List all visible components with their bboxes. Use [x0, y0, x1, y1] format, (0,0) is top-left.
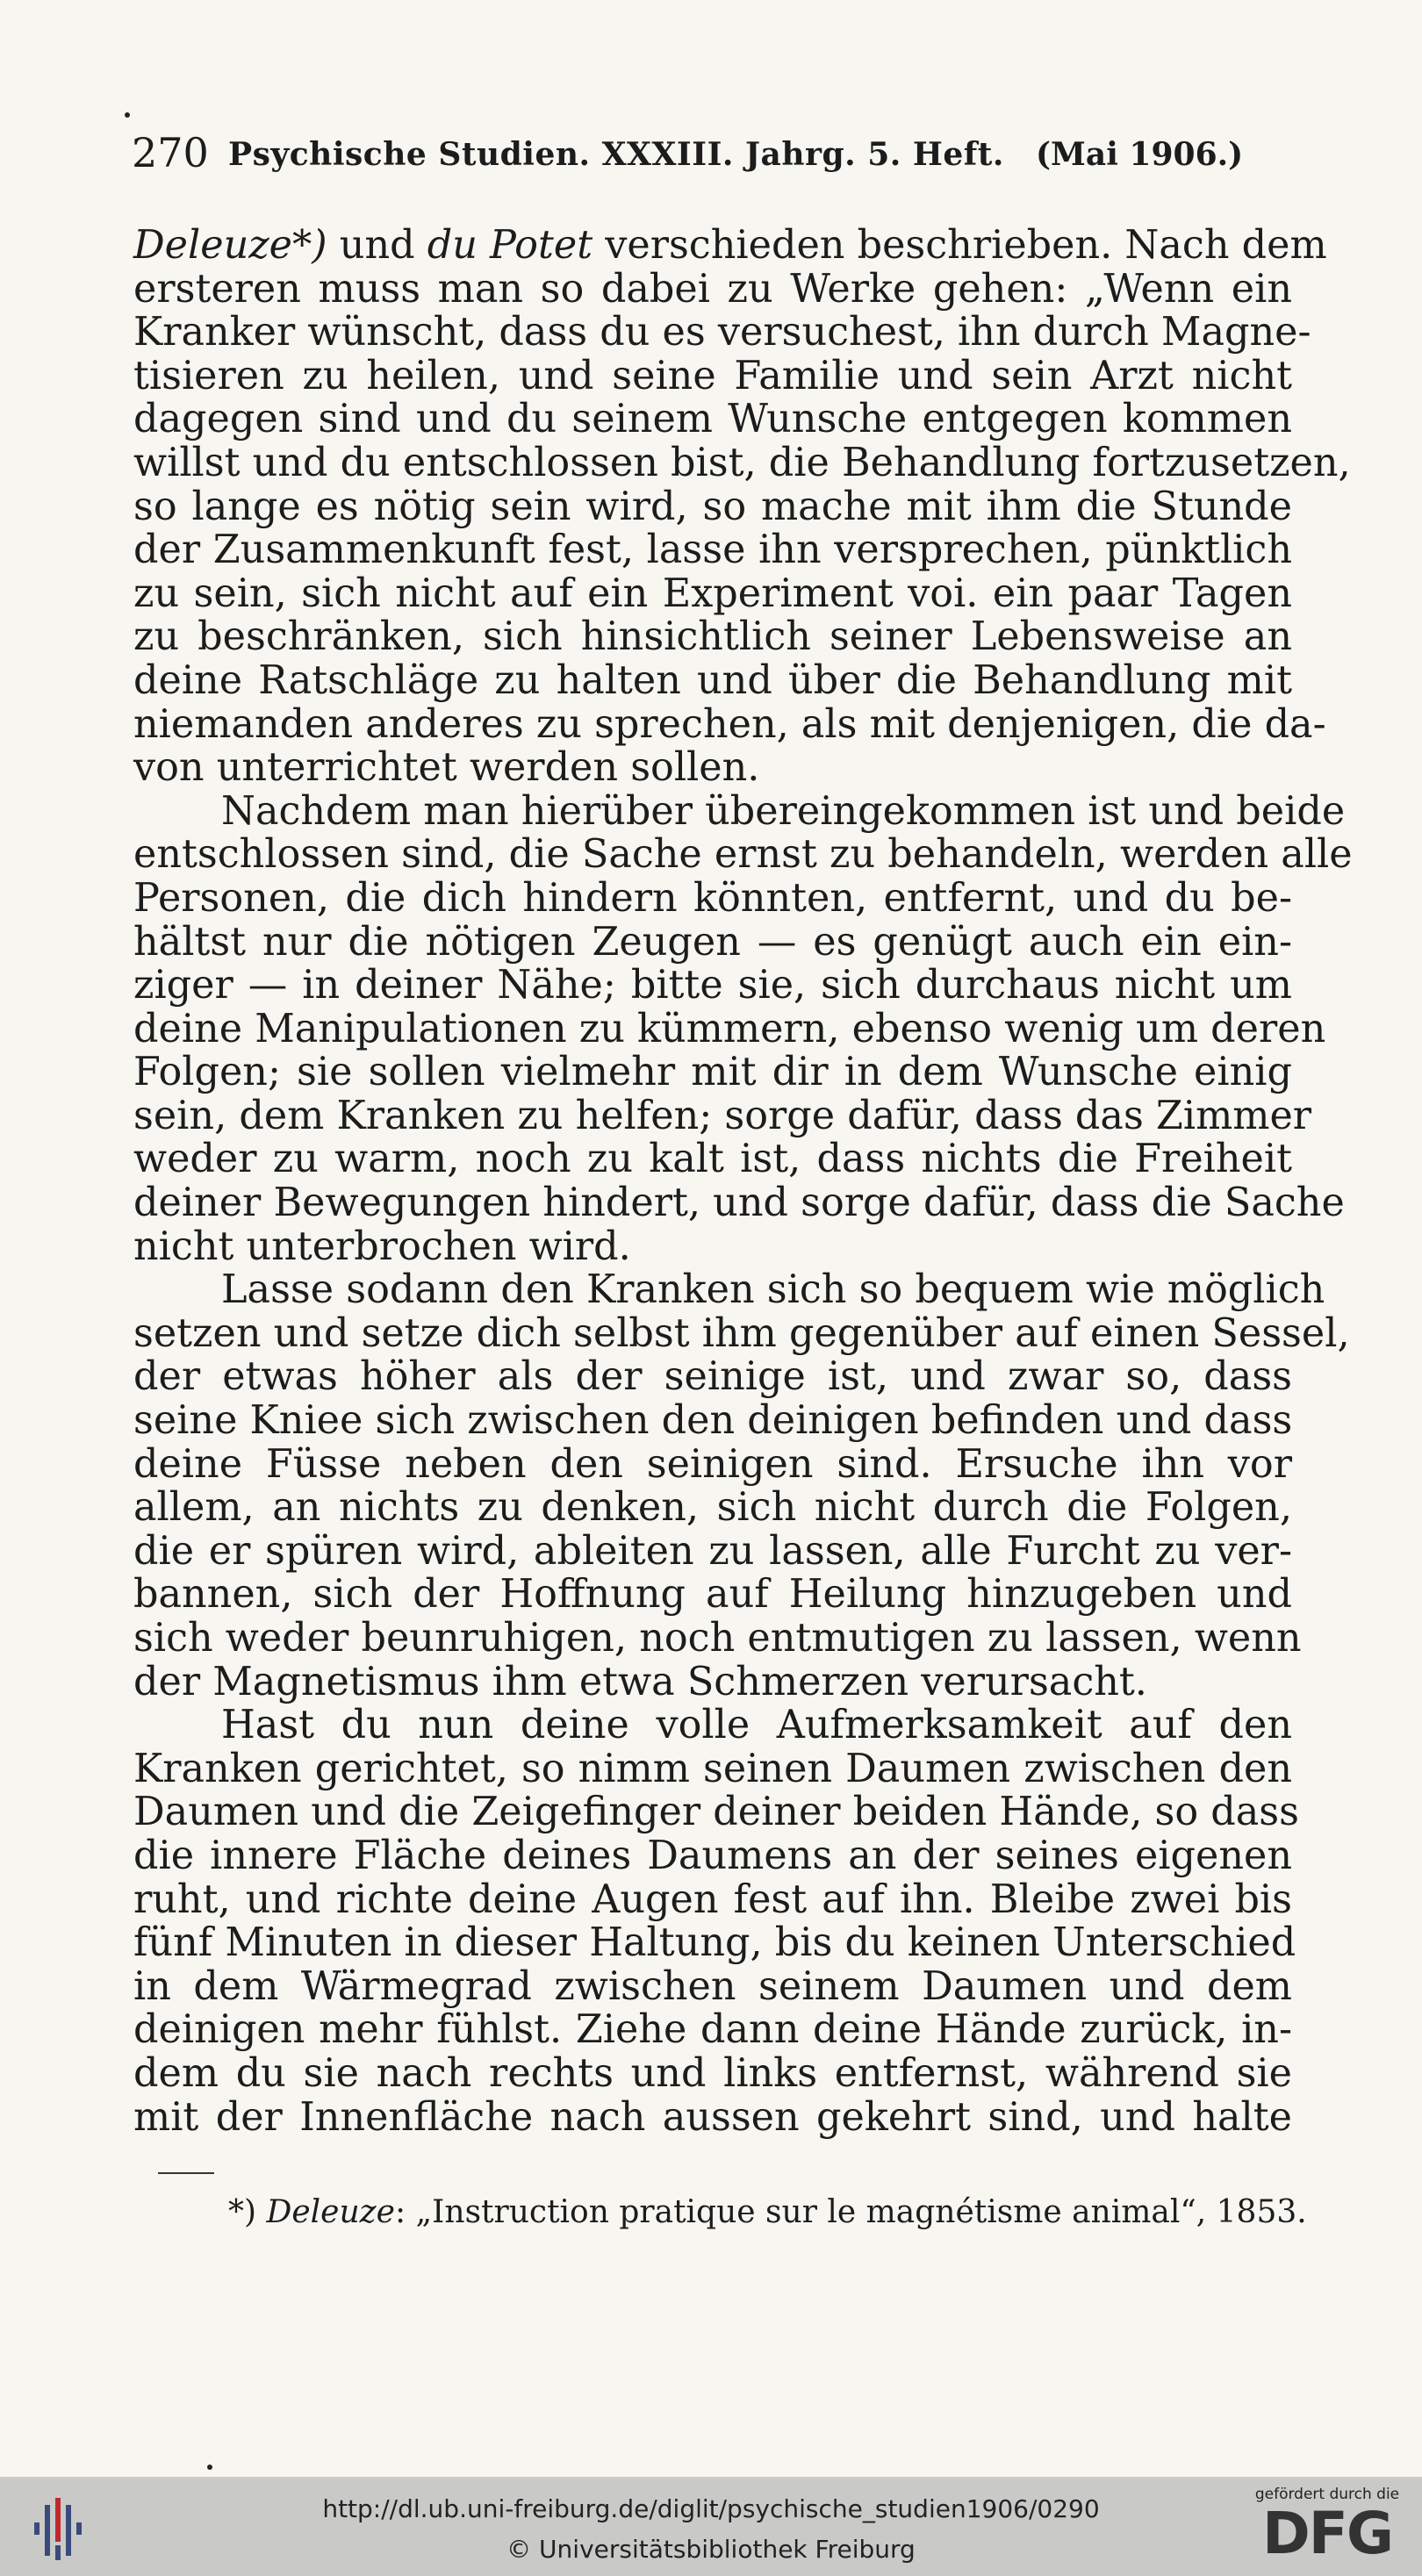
text-line: Kranken gerichtet, so nimm seinen Daumen zwischen den [133, 1746, 1292, 1791]
dfg-mark: DFG [1261, 2500, 1393, 2567]
paragraph-start: Hast du nun deine volle Aufmerksamkeit auf den [221, 1703, 1292, 1748]
body-text [133, 223, 1353, 2140]
source-url[interactable]: http://dl.ub.uni-freiburg.de/diglit/psychische_studien1906/0290 [322, 2494, 1100, 2523]
page-header [132, 129, 1299, 189]
dfg-logo [1248, 2486, 1406, 2569]
text-line: bannen, sich der Hoffnung auf Heilung hinzugeben und [133, 1572, 1292, 1618]
paragraph-start: Nachdem man hierüber übereingekommen ist und beide [221, 788, 1346, 834]
text-line: von unterrichtet werden sollen. [133, 745, 760, 791]
text-line: entschlossen sind, die Sache ernst zu behandeln, werden alle [133, 832, 1353, 878]
text-line: in dem Wärmegrad zwischen seinem Daumen und dem [133, 1963, 1292, 2009]
text-line: seine Kniee sich zwischen den deinigen befinden und dass [133, 1398, 1293, 1444]
copyright-notice: © Universitätsbibliothek Freiburg [506, 2535, 916, 2564]
print-speck [125, 112, 130, 118]
text-line: Folgen; sie sollen vielmehr mit dir in dem Wunsche einig [133, 1050, 1292, 1095]
text-line: niemanden anderes zu sprechen, als mit denjenigen, die da- [133, 701, 1326, 747]
text-line: sein, dem Kranken zu helfen; sorge dafür, dass das Zimmer [133, 1093, 1312, 1138]
footer-bar [0, 2477, 1422, 2576]
text-line: dem du sie nach rechts und links entfernst, während sie [133, 2050, 1292, 2096]
text-line: die innere Fläche deines Daumens an der seines eigenen [133, 1833, 1292, 1878]
footnote-divider [158, 2172, 214, 2174]
paragraph-start: Lasse sodann den Kranken sich so bequem wie möglich [221, 1267, 1325, 1313]
text-line: der etwas höher als der seinige ist, und zwar so, dass [133, 1354, 1292, 1400]
author-deleuze: Deleuze*) [133, 223, 327, 268]
text-line: ersteren muss man so dabei zu Werke gehen: „Wenn ein [133, 266, 1292, 312]
text-fragment: und [327, 223, 427, 268]
text-line: hältst nur die nötigen Zeugen — es genügt auch ein ein- [133, 919, 1292, 965]
footnote-author: Deleuze [266, 2194, 395, 2230]
text-line: Kranker wünscht, dass du es versuchest, ihn durch Magne- [133, 310, 1311, 355]
text-line: zu sein, sich nicht auf ein Experiment voi. ein paar Tagen [133, 570, 1292, 616]
text-line: der Magnetismus ihm etwa Schmerzen verursacht. [133, 1659, 1147, 1704]
text-line: deinigen mehr fühlst. Ziehe dann deine Hände zurück, in- [133, 2007, 1292, 2053]
text-line: ziger — in deiner Nähe; bitte sie, sich durchaus nicht um [133, 963, 1292, 1008]
author-du-potet: du Potet [427, 223, 593, 268]
footnote-marker: *) [228, 2194, 257, 2230]
text-line: der Zusammenkunft fest, lasse ihn versprechen, pünktlich [133, 527, 1292, 573]
text-line: deine Füsse neben den seinigen sind. Ersuche ihn vor [133, 1441, 1292, 1487]
text-line: allem, an nichts zu denken, sich nicht durch die Folgen, [133, 1485, 1292, 1531]
print-speck [207, 2465, 212, 2470]
text-line: Personen, die dich hindern könnten, entfernt, und du be- [133, 875, 1292, 921]
text-line: fünf Minuten in dieser Haltung, bis du keinen Unterschied [133, 1920, 1296, 1966]
text-line: nicht unterbrochen wird. [133, 1223, 631, 1269]
text-line: so lange es nötig sein wird, so mache mit ihm die Stunde [133, 484, 1292, 529]
text-line: deine Ratschläge zu halten und über die Behandlung mit [133, 657, 1292, 703]
text-line: Daumen und die Zeigefinger deiner beiden Hände, so dass [133, 1790, 1299, 1835]
text-line: sich weder beunruhigen, noch entmutigen zu lassen, wenn [133, 1616, 1302, 1661]
text-line: dagegen sind und du seinem Wunsche entgegen kommen [133, 397, 1292, 442]
text-line: deiner Bewegungen hindert, und sorge dafür, dass die Sache [133, 1180, 1345, 1226]
text-line-1 [133, 223, 1327, 268]
text-line: zu beschränken, sich hinsichtlich seiner Lebensweise an [133, 614, 1292, 660]
page-number: 270 [132, 129, 209, 176]
text-line: willst und du entschlossen bist, die Behandlung fortzusetzen, [133, 440, 1351, 485]
footnote-text: : „Instruction pratique sur le magnétisme animal“, 1853. [394, 2194, 1307, 2230]
text-line: tisieren zu heilen, und seine Familie und sein Arzt nicht [133, 353, 1292, 398]
text-line: weder zu warm, noch zu kalt ist, dass nichts die Freiheit [133, 1137, 1292, 1182]
text-line: setzen und setze dich selbst ihm gegenüber auf einen Sessel, [133, 1310, 1350, 1356]
running-title: Psychische Studien. XXXIII. Jahrg. 5. Heft. [228, 136, 1004, 173]
text-line: die er spüren wird, ableiten zu lassen, alle Furcht zu ver- [133, 1528, 1292, 1574]
text-line: mit der Innenfläche nach aussen gekehrt sind, und halte [133, 2094, 1292, 2140]
issue-date: (Mai 1906.) [1036, 136, 1244, 173]
text-line: deine Manipulationen zu kümmern, ebenso wenig um deren [133, 1006, 1326, 1051]
text-fragment: verschieden beschrieben. Nach dem [592, 223, 1327, 268]
sponsor-caption: gefördert durch die [1254, 2486, 1400, 2503]
footnote [228, 2194, 1307, 2230]
text-line: ruht, und richte deine Augen fest auf ihn. Bleibe zwei bis [133, 1876, 1292, 1922]
